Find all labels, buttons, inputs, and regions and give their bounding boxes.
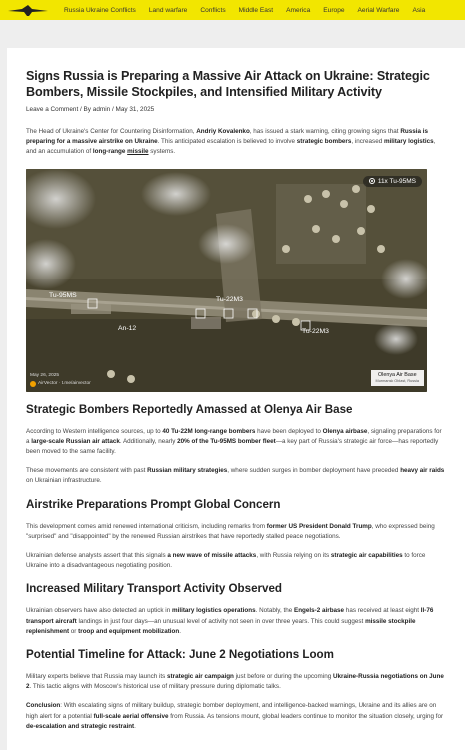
bold-text: heavy air raids xyxy=(400,467,445,475)
airbase-satellite-illustration xyxy=(26,169,427,392)
text: . Notably, the xyxy=(255,607,294,615)
bold-text: military logistics xyxy=(383,138,434,146)
article-meta xyxy=(26,106,446,113)
bold-text: full-scale aerial offensive xyxy=(93,712,169,720)
text: According to Western intelligence sources, up to xyxy=(26,427,163,435)
text: , increased xyxy=(351,138,384,146)
text: landings in just four days—an unusual level of activity not seen in over three years. This could suggest xyxy=(76,617,366,625)
base-name: Olenya Air Base xyxy=(377,371,417,378)
text: Ukrainian defense analysts assert that this signals xyxy=(26,552,168,560)
text: —a key part of Russia's strategic air force—has reportedly been moved to the same facility. xyxy=(26,437,439,456)
nav-item-aerial-warfare[interactable]: Aerial Warfare xyxy=(357,6,400,14)
article-card xyxy=(7,48,465,750)
bold-text: Ukraine-Russia negotiations on June 2 xyxy=(26,673,444,691)
text: Ukrainian observers have also detected an uptick in xyxy=(26,607,172,615)
bold-text: strategic air campaign xyxy=(167,673,234,681)
text: to force Ukraine into a disadvantageous negotiating position. xyxy=(26,552,426,570)
badge-label: 11x Tu-95MS xyxy=(377,177,416,185)
missile-link[interactable]: missile xyxy=(127,148,149,156)
label-tu95ms: Tu-95MS xyxy=(49,291,77,299)
paragraph xyxy=(26,606,446,637)
label-an12: An-12 xyxy=(118,324,137,332)
text: The Head of Ukraine's Center for Countering Disinformation, xyxy=(26,128,197,135)
text: from Russia. As tensions mount, global leaders continue to monitor the situation closely, urging for xyxy=(168,712,444,720)
text: : With escalating signs of military buildup, strategic bomber deployment, and intelligence-backed warnings, Ukraine and its allies are on high alert for a potential xyxy=(26,702,437,720)
text: . Additionally, nearly xyxy=(119,437,178,445)
text: This development comes amid renewed international criticism, including remarks from xyxy=(26,522,267,530)
bold-text: 40 Tu-22M long-range bombers xyxy=(162,427,256,435)
nav-item-land-warfare[interactable]: Land warfare xyxy=(148,6,188,14)
paragraph xyxy=(26,551,446,571)
text: . xyxy=(179,627,182,635)
bold-text: military logistics operations xyxy=(171,607,256,615)
bold-text: troop and equipment mobilization xyxy=(78,627,180,635)
bold-text: long-range xyxy=(92,148,128,156)
jet-logo-icon xyxy=(6,3,50,17)
image-date: May 26, 2025 xyxy=(30,372,60,378)
target-icon xyxy=(369,178,375,184)
label-tu22m3-right: Tu-22M3 xyxy=(302,327,329,335)
intro-paragraph xyxy=(26,127,446,158)
section-heading-timeline: Potential Timeline for Attack: June 2 Negotiations Loom xyxy=(26,648,334,662)
text: , signaling preparations for a xyxy=(26,427,442,445)
site-logo[interactable] xyxy=(4,2,52,18)
bold-text: strategic air capabilities xyxy=(330,552,403,560)
text: . xyxy=(134,722,136,730)
text: have been deployed to xyxy=(255,427,323,435)
bold-text: Conclusion xyxy=(26,702,61,710)
bold-text: Russian military strategies xyxy=(147,467,228,475)
text: , with Russia relying on its xyxy=(256,552,331,560)
bold-text: large-scale Russian air attack xyxy=(31,437,120,445)
text: on Ukrainian infrastructure. xyxy=(26,477,102,485)
main-nav xyxy=(64,7,425,14)
bold-text: missile stockpile replenishment xyxy=(26,617,416,635)
nav-item-middle-east[interactable]: Middle East xyxy=(238,6,274,14)
section-heading-bombers: Strategic Bombers Reportedly Amassed at Olenya Air Base xyxy=(26,402,353,416)
text: . This anticipated escalation is believed to involve xyxy=(157,138,297,146)
text: has received at least eight xyxy=(344,607,421,615)
text: Military experts believe that Russia may launch its xyxy=(26,673,168,681)
bold-text: Il-76 transport aircraft xyxy=(26,607,434,625)
meta-separator: / By xyxy=(78,106,93,113)
text: . This tactic aligns with Moscow's historical use of military pressure during diplomatic talks. xyxy=(29,683,281,691)
base-subtitle: Murmansk Oblast, Russia xyxy=(375,378,419,383)
text: , where sudden surges in bomber deployment have preceded xyxy=(227,467,401,475)
text: just before or during the upcoming xyxy=(233,673,333,681)
image-source xyxy=(30,381,91,387)
publish-date: May 31, 2025 xyxy=(115,106,155,113)
meta-separator: / xyxy=(110,106,116,113)
base-location-label xyxy=(371,370,424,386)
paragraph xyxy=(26,466,446,486)
section-heading-global-concern: Airstrike Preparations Prompt Global Concern xyxy=(26,497,281,511)
nav-item-asia[interactable]: Asia xyxy=(412,6,426,14)
nav-item-europe[interactable]: Europe xyxy=(323,6,345,14)
conclusion-paragraph xyxy=(26,701,446,732)
section-heading-transport: Increased Military Transport Activity Observed xyxy=(26,582,283,596)
satellite-image xyxy=(26,169,427,392)
bold-text: Andriy Kovalenko xyxy=(196,128,250,135)
nav-item-america[interactable]: America xyxy=(286,6,311,14)
author-link[interactable]: admin xyxy=(92,106,111,113)
bold-text: former US President Donald Trump xyxy=(266,522,372,530)
bold-text: Olenya airbase xyxy=(322,427,368,435)
bold-text: strategic bombers xyxy=(296,138,352,146)
text: , and an accumulation of xyxy=(26,138,436,156)
text: systems. xyxy=(148,148,176,156)
bold-text: Russia is preparing for a massive airstrike on Ukraine xyxy=(26,128,428,146)
nav-item-conflicts[interactable]: Conflicts xyxy=(200,6,226,14)
article-title: Signs Russia is Preparing a Massive Air Attack on Ukraine: Strategic Bombers, Missile Stockpiles, and Intensified Military Activity xyxy=(26,69,430,99)
bold-text: Engels-2 airbase xyxy=(294,607,345,615)
leave-comment-link[interactable]: Leave a Comment xyxy=(26,106,79,113)
bold-text: 20% of the Tu-95MS bomber fleet xyxy=(177,437,276,445)
paragraph xyxy=(26,427,446,458)
bold-text: a new wave of missile attacks xyxy=(167,552,257,560)
paragraph xyxy=(26,672,446,692)
text: , has issued a stark warning, citing growing signs that xyxy=(249,128,401,135)
source-text: AirVector · t.me/airvector xyxy=(38,381,91,387)
text: These movements are consistent with past xyxy=(26,467,148,475)
aircraft-count-badge xyxy=(363,176,422,187)
paragraph xyxy=(26,522,446,542)
source-logo-icon xyxy=(30,381,36,387)
label-tu22m3-center: Tu-22M3 xyxy=(216,295,243,303)
bold-text: de-escalation and strategic restraint xyxy=(26,722,135,730)
top-nav-bar xyxy=(0,0,465,20)
text: , who expressed being "surprised" and "disappointed" by the renewed Russian airstrikes that have reportedly stalled peace negotiations. xyxy=(26,522,435,540)
text: or xyxy=(69,627,79,635)
nav-item-russia-ukraine-conflicts[interactable]: Russia Ukraine Conflicts xyxy=(64,6,136,14)
